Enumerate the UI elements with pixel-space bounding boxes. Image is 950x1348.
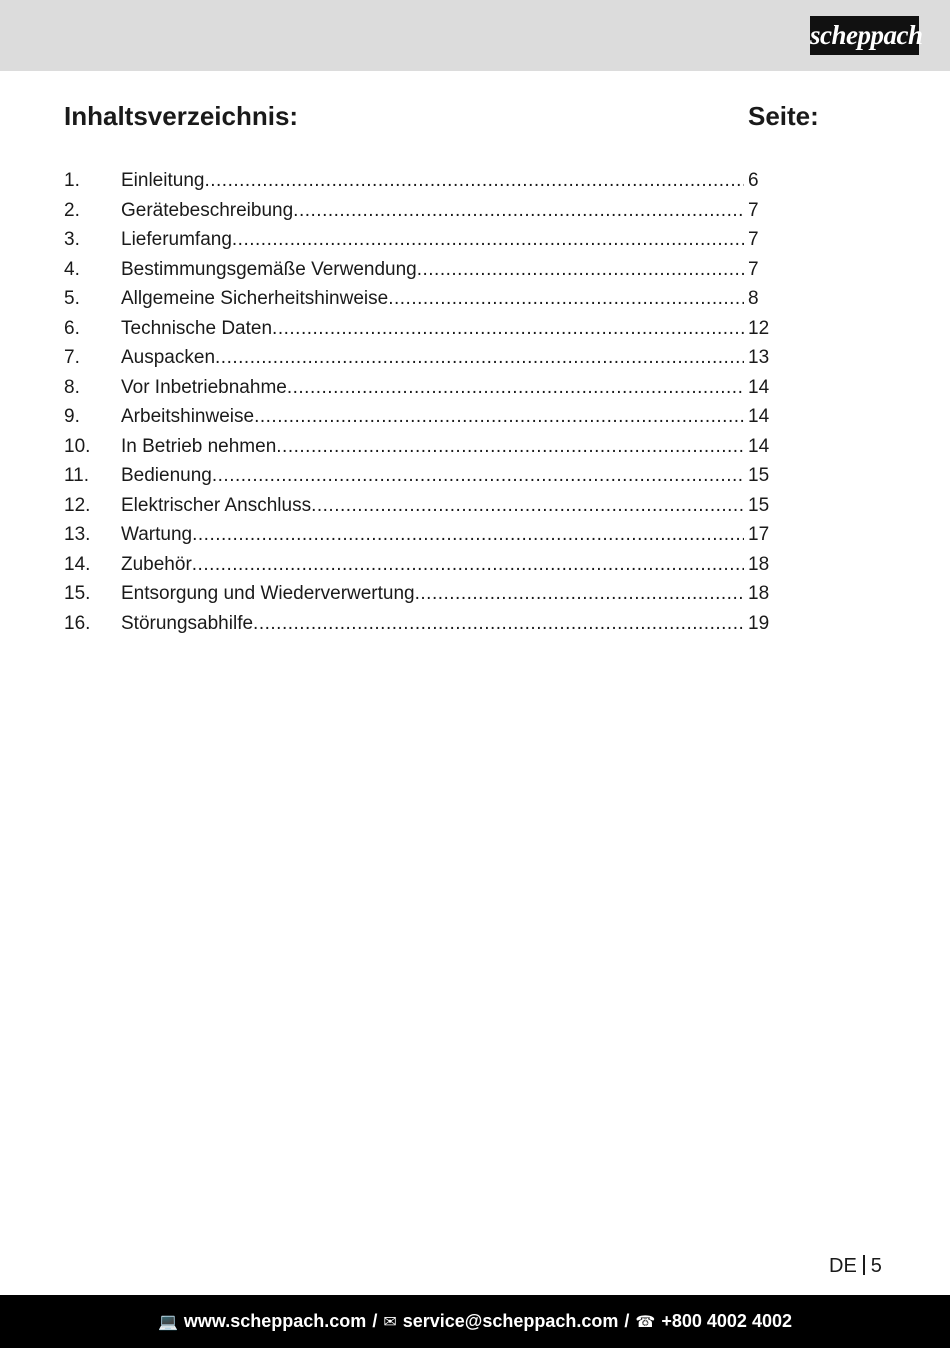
toc-label: Zubehör	[121, 553, 192, 575]
toc-page: 6	[748, 170, 759, 191]
phone-icon: ☎	[635, 1313, 656, 1331]
toc-page: 18	[748, 583, 770, 604]
toc-row[interactable]	[64, 609, 774, 639]
header-band	[0, 0, 950, 71]
toc-row[interactable]	[64, 166, 774, 196]
toc-label: Technische Daten	[121, 317, 273, 339]
toc-label: Allgemeine Sicherheitshinweise	[121, 288, 389, 309]
toc-leader-dots	[215, 343, 744, 373]
toc-label: Auspacken	[121, 347, 216, 368]
envelope-icon: ✉	[383, 1313, 397, 1331]
toc-leader-dots	[287, 373, 744, 403]
toc-page: 18	[748, 553, 770, 575]
toc-label: Entsorgung und Wiederverwertung	[121, 583, 415, 604]
toc-leader-dots	[417, 255, 744, 285]
toc-row[interactable]	[64, 284, 774, 314]
footer-band	[0, 1295, 950, 1348]
footer-website[interactable]: www.scheppach.com	[183, 1311, 367, 1331]
toc-label: Gerätebeschreibung	[121, 199, 294, 221]
toc-leader-dots	[272, 314, 744, 344]
toc-page: 14	[748, 435, 770, 457]
toc-leader-dots	[293, 196, 744, 226]
table-of-contents	[64, 166, 774, 638]
toc-label: Störungsabhilfe	[121, 612, 254, 634]
toc-leader-dots	[276, 432, 744, 462]
footer-phone[interactable]: +800 4002 4002	[661, 1311, 792, 1331]
toc-row[interactable]	[64, 314, 774, 344]
toc-label: Arbeitshinweise	[121, 406, 255, 427]
toc-number: 4.	[64, 258, 80, 280]
toc-label: Wartung	[121, 524, 193, 545]
toc-row[interactable]	[64, 550, 774, 580]
toc-leader-dots	[388, 284, 744, 314]
toc-page: 17	[748, 524, 770, 545]
footer-separator: /	[372, 1311, 378, 1331]
toc-page: 14	[748, 406, 770, 427]
toc-number: 16.	[64, 612, 91, 634]
toc-row[interactable]	[64, 225, 774, 255]
toc-number: 13.	[64, 524, 91, 545]
computer-icon: 💻	[158, 1313, 178, 1331]
toc-number: 7.	[64, 347, 80, 368]
toc-page: 8	[748, 288, 759, 309]
toc-row[interactable]	[64, 491, 774, 521]
toc-number: 11.	[64, 465, 90, 486]
language-code: DE	[829, 1255, 857, 1277]
toc-page: 14	[748, 376, 770, 398]
toc-number: 12.	[64, 494, 91, 516]
page-column-title: Seite:	[748, 101, 819, 131]
toc-number: 9.	[64, 406, 80, 427]
toc-row[interactable]	[64, 196, 774, 226]
toc-leader-dots	[311, 491, 744, 521]
toc-label: Bestimmungsgemäße Verwendung	[121, 258, 417, 280]
toc-page: 7	[748, 229, 759, 250]
toc-leader-dots	[232, 225, 744, 255]
toc-row[interactable]	[64, 579, 774, 609]
toc-row[interactable]	[64, 432, 774, 462]
footer-separator: /	[624, 1311, 630, 1331]
toc-label: Bedienung	[121, 465, 212, 486]
toc-page: 13	[748, 347, 770, 368]
toc-label: In Betrieb nehmen	[121, 435, 277, 457]
toc-number: 14.	[64, 553, 91, 575]
toc-row[interactable]	[64, 343, 774, 373]
toc-number: 10.	[64, 435, 91, 457]
toc-label: Vor Inbetriebnahme	[121, 376, 287, 398]
toc-page: 12	[748, 317, 770, 339]
toc-number: 3.	[64, 229, 80, 250]
toc-row[interactable]	[64, 402, 774, 432]
toc-number: 2.	[64, 199, 80, 221]
toc-leader-dots	[253, 609, 744, 639]
toc-row[interactable]	[64, 461, 774, 491]
toc-row[interactable]	[64, 255, 774, 285]
toc-number: 5.	[64, 288, 80, 309]
toc-page: 7	[748, 199, 759, 221]
toc-title: Inhaltsverzeichnis:	[64, 101, 299, 131]
brand-logo: scheppach	[810, 16, 919, 55]
toc-page: 19	[748, 612, 770, 634]
toc-leader-dots	[415, 579, 744, 609]
toc-number: 8.	[64, 376, 80, 398]
toc-page: 7	[748, 258, 759, 280]
toc-leader-dots	[192, 550, 744, 580]
toc-leader-dots	[192, 520, 744, 550]
toc-leader-dots	[204, 166, 744, 196]
toc-leader-dots	[212, 461, 744, 491]
toc-row[interactable]	[64, 520, 774, 550]
toc-number: 1.	[64, 170, 80, 191]
toc-page: 15	[748, 465, 770, 486]
toc-leader-dots	[254, 402, 744, 432]
toc-row[interactable]	[64, 373, 774, 403]
footer-email[interactable]: service@scheppach.com	[402, 1311, 619, 1331]
toc-number: 6.	[64, 317, 80, 339]
pager-divider	[863, 1255, 865, 1275]
toc-label: Lieferumfang	[121, 229, 232, 250]
page-number: 5	[870, 1255, 882, 1277]
page-indicator	[829, 1255, 882, 1278]
toc-number: 15.	[64, 583, 91, 604]
toc-label: Elektrischer Anschluss	[121, 494, 312, 516]
toc-label: Einleitung	[121, 170, 205, 191]
toc-page: 15	[748, 494, 770, 516]
